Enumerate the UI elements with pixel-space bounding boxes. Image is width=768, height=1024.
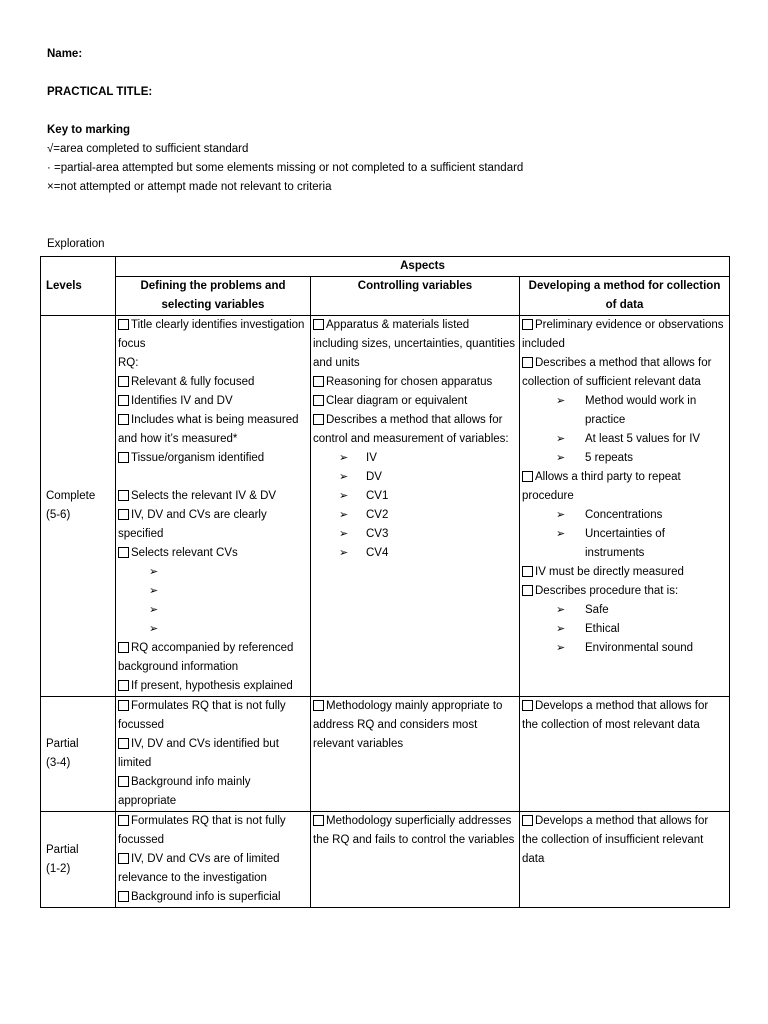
bullet-text: At least 5 values for IV: [585, 433, 701, 445]
table-row: [41, 316, 730, 697]
arrow-bullet-icon: ➢: [339, 452, 349, 464]
checkbox[interactable]: [118, 509, 129, 520]
marking-key: [47, 121, 523, 197]
arrow-bullet-icon: ➢: [556, 509, 566, 521]
column-header: Developing a method for collection of data: [520, 277, 730, 316]
criterion-text: Methodology superficially addresses the RQ and fails to control the variables: [313, 815, 515, 846]
criterion-text: Allows a third party to repeat procedure: [522, 471, 681, 502]
name-label: Name:: [47, 48, 83, 60]
arrow-bullet-icon: ➢: [556, 528, 566, 540]
criterion-text: Identifies IV and DV: [131, 395, 233, 407]
column-header: Controlling variables: [311, 277, 520, 316]
aspects-header: Aspects: [116, 257, 730, 277]
criterion-text: IV, DV and CVs are of limited relevance to the investigation: [118, 853, 280, 884]
checkbox[interactable]: [118, 395, 129, 406]
arrow-bullet-icon: ➢: [556, 452, 566, 464]
bullet-text: CV1: [366, 490, 389, 502]
table-row: [41, 812, 730, 908]
arrow-bullet-icon: ➢: [149, 623, 159, 635]
arrow-bullet-icon: ➢: [556, 623, 566, 635]
checkbox[interactable]: [118, 547, 129, 558]
arrow-bullet-icon: ➢: [556, 604, 566, 616]
criteria-cell: [311, 316, 520, 697]
level-cell: [41, 812, 116, 908]
criterion-text: If present, hypothesis explained: [131, 680, 293, 692]
criteria-cell: [116, 316, 311, 697]
arrow-bullet-icon: ➢: [556, 395, 566, 407]
checkbox[interactable]: [522, 566, 533, 577]
criterion-text: Selects relevant CVs: [131, 547, 238, 559]
level-range: (1-2): [46, 862, 71, 875]
arrow-bullet-icon: ➢: [149, 604, 159, 616]
bullet-text: Safe: [585, 604, 609, 616]
checkbox[interactable]: [118, 376, 129, 387]
checkbox[interactable]: [118, 642, 129, 653]
bullet-text: Ethical: [585, 623, 620, 635]
level-cell: [41, 316, 116, 697]
arrow-bullet-icon: ➢: [556, 433, 566, 445]
checkbox[interactable]: [118, 853, 129, 864]
criterion-text: Preliminary evidence or observations included: [522, 319, 724, 350]
criterion-text: Formulates RQ that is not fully focussed: [118, 815, 286, 846]
criteria-cell: [520, 316, 730, 697]
criteria-cell: [116, 812, 311, 908]
checkbox[interactable]: [522, 357, 533, 368]
criterion-text: Tissue/organism identified: [131, 452, 265, 464]
key-line: √=area completed to sufficient standard: [47, 143, 249, 155]
level-name: Partial: [46, 738, 79, 750]
bullet-text: CV2: [366, 509, 389, 521]
checkbox[interactable]: [313, 700, 324, 711]
criterion-text: Background info is superficial: [131, 891, 281, 903]
checkbox[interactable]: [118, 680, 129, 691]
level-range: (3-4): [46, 757, 71, 769]
column-header: Defining the problems and selecting variables: [116, 277, 311, 316]
criterion-text: Apparatus & materials listed including sizes, uncertainties, quantities and units: [313, 319, 516, 369]
criterion-text: Develops a method that allows for the collection of most relevant data: [522, 700, 709, 731]
arrow-bullet-icon: ➢: [339, 509, 349, 521]
checkbox[interactable]: [313, 414, 324, 425]
criterion-text: Reasoning for chosen apparatus: [326, 376, 493, 388]
checkbox[interactable]: [522, 319, 533, 330]
checkbox[interactable]: [522, 815, 533, 826]
checkbox[interactable]: [522, 471, 533, 482]
criterion-text: Describes procedure that is:: [535, 585, 679, 597]
key-line: · =partial-area attempted but some elements missing or not completed to a sufficient standard: [47, 162, 524, 174]
criterion-text: Includes what is being measured and how it’s measured*: [118, 414, 299, 445]
criteria-cell: [116, 697, 311, 812]
criteria-cell: [520, 697, 730, 812]
checkbox[interactable]: [118, 738, 129, 749]
level-name: Complete: [46, 490, 96, 502]
practical-title-label: PRACTICAL TITLE:: [47, 86, 153, 98]
criterion-text: IV must be directly measured: [535, 566, 684, 578]
criterion-text: RQ:: [118, 357, 139, 369]
levels-header: Levels: [41, 257, 116, 316]
checkbox[interactable]: [118, 815, 129, 826]
arrow-bullet-icon: ➢: [339, 547, 349, 559]
table-row: [41, 277, 730, 316]
checkbox[interactable]: [118, 490, 129, 501]
level-range: (5-6): [46, 509, 71, 521]
checkbox[interactable]: [522, 700, 533, 711]
arrow-bullet-icon: ➢: [339, 471, 349, 483]
criterion-text: Describes a method that allows for control and measurement of variables:: [313, 414, 509, 445]
criterion-text: IV, DV and CVs are clearly specified: [118, 509, 267, 540]
checkbox[interactable]: [313, 319, 324, 330]
table-row: [41, 257, 730, 277]
level-cell: [41, 697, 116, 812]
criterion-text: Formulates RQ that is not fully focussed: [118, 700, 286, 731]
criterion-text: Selects the relevant IV & DV: [131, 490, 277, 502]
exploration-rubric-table: [40, 256, 730, 908]
criterion-text: Title clearly identifies investigation focus: [118, 319, 305, 350]
bullet-text: IV: [366, 452, 377, 464]
arrow-bullet-icon: ➢: [339, 528, 349, 540]
checkbox[interactable]: [313, 376, 324, 387]
bullet-text: CV4: [366, 547, 389, 559]
bullet-text: Environmental sound: [585, 642, 694, 654]
arrow-bullet-icon: ➢: [339, 490, 349, 502]
checkbox[interactable]: [522, 585, 533, 596]
checkbox[interactable]: [118, 776, 129, 787]
criterion-text: IV, DV and CVs identified but limited: [118, 738, 279, 769]
checkbox[interactable]: [118, 319, 129, 330]
table-row: [41, 697, 730, 812]
criteria-cell: [520, 812, 730, 908]
section-title: Exploration: [47, 238, 105, 250]
checkbox[interactable]: [118, 414, 129, 425]
bullet-text: DV: [366, 471, 382, 483]
key-heading: Key to marking: [47, 124, 131, 136]
criterion-text: Methodology mainly appropriate to address RQ and considers most relevant variables: [313, 700, 503, 750]
checkbox[interactable]: [313, 815, 324, 826]
bullet-text: Uncertainties of instruments: [585, 528, 665, 559]
arrow-bullet-icon: ➢: [149, 566, 159, 578]
criterion-text: Clear diagram or equivalent: [326, 395, 468, 407]
criterion-text: Develops a method that allows for the collection of insufficient relevant data: [522, 815, 709, 865]
bullet-text: CV3: [366, 528, 389, 540]
checkbox[interactable]: [118, 891, 129, 902]
level-name: Partial: [46, 843, 79, 856]
bullet-text: Concentrations: [585, 509, 663, 521]
criteria-cell: [311, 812, 520, 908]
bullet-text: Method would work in practice: [585, 395, 697, 426]
criterion-text: Relevant & fully focused: [131, 376, 255, 388]
key-line: ×=not attempted or attempt made not relevant to criteria: [47, 181, 332, 193]
criteria-cell: [311, 697, 520, 812]
criterion-text: Background info mainly appropriate: [118, 776, 251, 807]
bullet-text: 5 repeats: [585, 452, 633, 464]
checkbox[interactable]: [313, 395, 324, 406]
checkbox[interactable]: [118, 452, 129, 463]
checkbox[interactable]: [118, 700, 129, 711]
criterion-text: RQ accompanied by referenced background information: [118, 642, 294, 673]
arrow-bullet-icon: ➢: [149, 585, 159, 597]
arrow-bullet-icon: ➢: [556, 642, 566, 654]
criterion-text: Describes a method that allows for collection of sufficient relevant data: [522, 357, 712, 388]
